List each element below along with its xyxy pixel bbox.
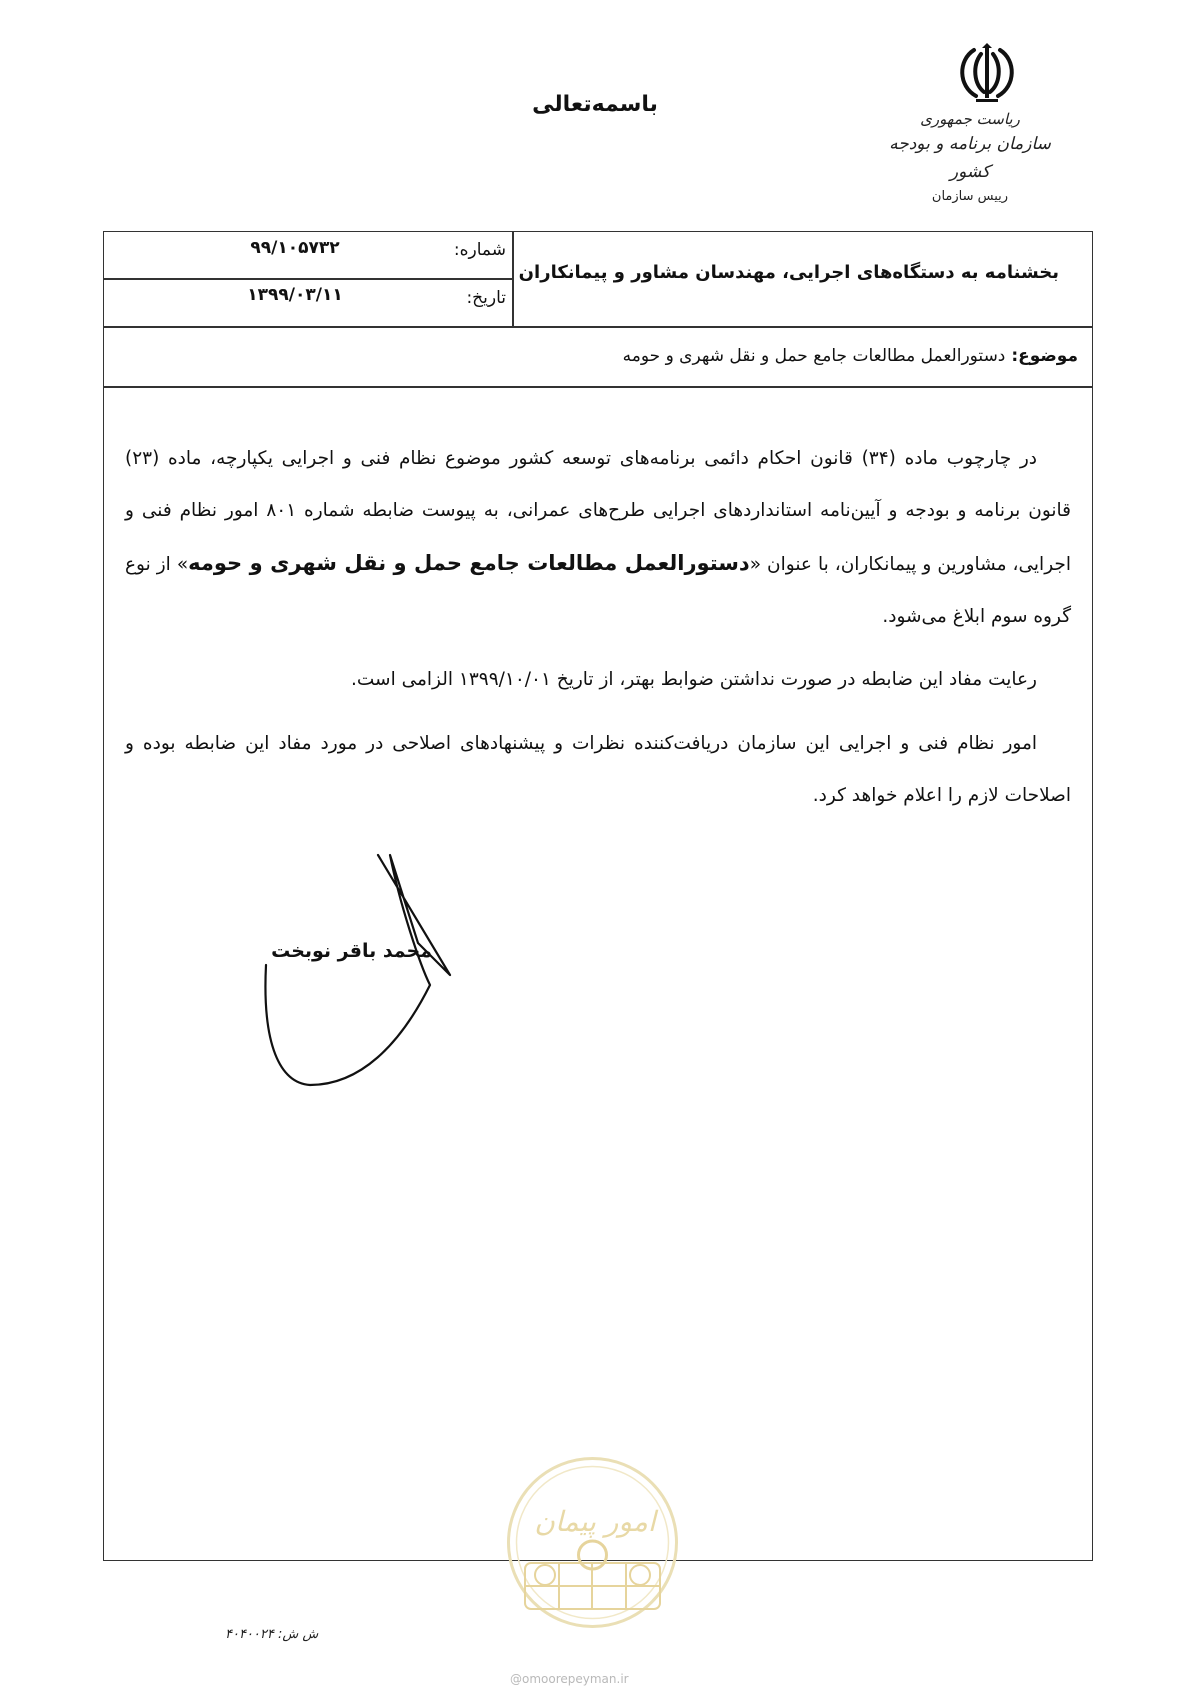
bismillah-heading: باسمه‌تعالی [532,92,658,117]
p1-start: در چارچوب ماده (۳۴) قانون احکام دائمی برنامه‌های توسعه کشور موضوع نظام فنی و اجرایی یکپارچه، ماده (۲۳) قانون برنامه و بودجه و آیین‌نامه استانداردهای اجرایی طرح‌های عمرانی، به پیوست ضابطه شماره ۸۰۱ امور نظام فنی و اجرایی، مشاورین و پیمانکاران، با عنوان « [125,448,1071,575]
number-value: ۹۹/۱۰۵۷۳۲ [250,238,340,258]
footer-code: ش ش: ۴۰۴۰۰۲۴ [225,1627,319,1642]
recipient-line: بخشنامه به دستگاه‌های اجرایی، مهندسان مشاور و پیمانکاران [518,262,1059,283]
handwritten-signature-icon [250,845,480,1095]
organization-logo-text [880,108,1060,208]
date-value: ۱۳۹۹/۰۳/۱۱ [247,285,343,305]
divider-vertical [512,231,514,327]
subject-line [623,346,1078,366]
stamp-text: امور پیمان [534,1505,656,1538]
org-line-head: رییس سازمان [931,189,1009,204]
iran-emblem-icon [952,42,1022,104]
p1-end: » از نوع گروه سوم ابلاغ می‌شود. [125,554,1071,627]
divider-subject-bottom [103,386,1093,388]
subject-value: دستورالعمل مطالعات جامع حمل و نقل شهری و حومه [622,346,1006,366]
divider-header-bottom [103,326,1093,328]
number-label: شماره: [453,240,506,260]
stamp-watermark-icon [505,1455,680,1630]
body-paragraph-2: رعایت مفاد این ضابطه در صورت نداشتن ضوابط بهتر، از تاریخ ۱۳۹۹/۱۰/۰۱ الزامی است. [351,669,1037,690]
signer-name: محمد باقر نوبخت [271,940,432,962]
divider-number-date [103,278,513,280]
body-paragraph-3: امور نظام فنی و اجرایی این سازمان دریافت‌کننده نظرات و پیشنهادهای اصلاحی در مورد مفاد این ضابطه بوده و اصلاحات لازم را اعلام خواهد کرد. [125,733,1071,806]
org-line-presidency: ریاست جمهوری [920,110,1020,128]
watermark-url: @omoorepeyman.ir [510,1672,629,1686]
p1-bold-title: دستورالعمل مطالعات جامع حمل و نقل شهری و حومه [188,551,750,575]
date-label: تاریخ: [466,288,506,308]
subject-label: موضوع: [1011,346,1078,366]
body-paragraph-1 [125,433,1071,643]
org-line-organization: سازمان برنامه و بودجه کشور [889,134,1051,182]
